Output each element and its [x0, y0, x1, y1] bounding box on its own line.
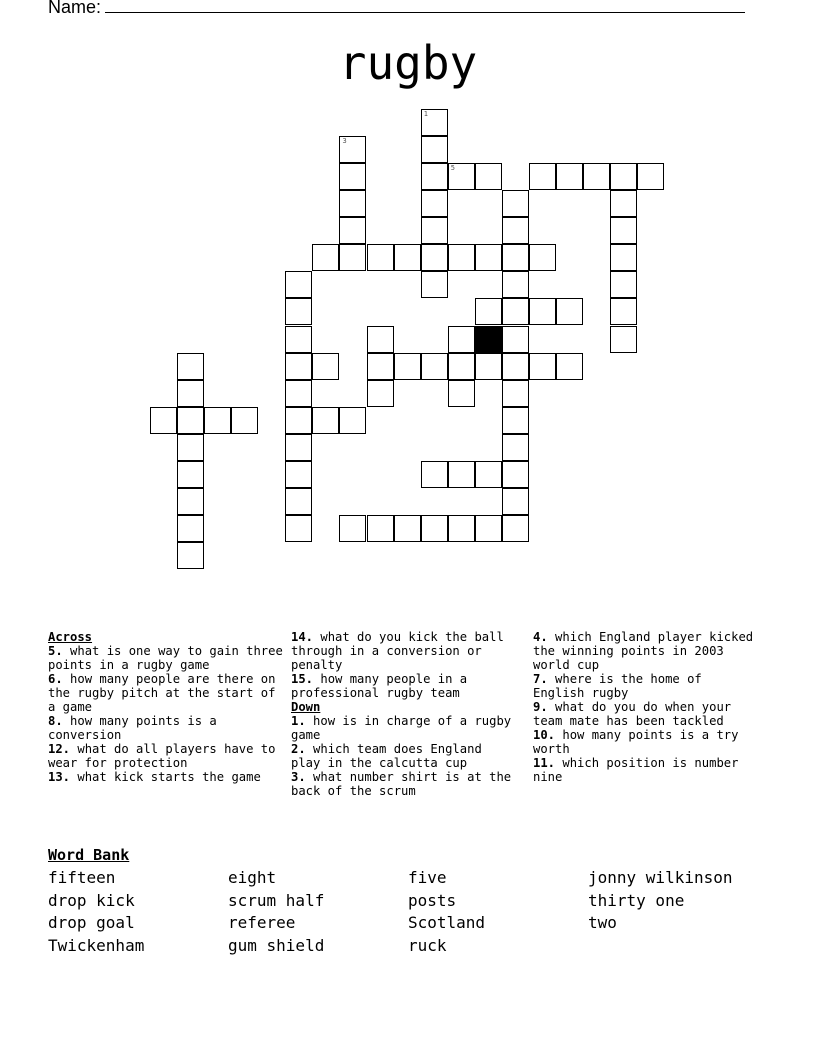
clue-column-3	[533, 630, 759, 784]
grid-cell[interactable]	[502, 515, 529, 542]
grid-cell[interactable]	[421, 217, 448, 244]
clue-across-15: 15. how many people in a professional rugby team	[291, 672, 468, 700]
grid-cell[interactable]	[502, 353, 529, 380]
clue-across-13: 13. what kick starts the game	[48, 770, 261, 784]
grid-cell[interactable]	[610, 298, 637, 325]
grid-cell[interactable]	[367, 380, 394, 407]
grid-cell[interactable]	[177, 353, 204, 380]
grid-cell[interactable]	[502, 407, 529, 434]
grid-cell[interactable]	[231, 407, 258, 434]
clue-column-2	[291, 630, 517, 798]
grid-cell[interactable]	[339, 136, 366, 163]
grid-cell[interactable]	[610, 271, 637, 298]
grid-cell[interactable]	[610, 244, 637, 271]
word-bank	[48, 868, 788, 957]
grid-cell[interactable]	[285, 434, 312, 461]
grid-cell[interactable]	[177, 515, 204, 542]
grid-cell[interactable]	[285, 488, 312, 515]
grid-cell[interactable]	[367, 353, 394, 380]
grid-cell[interactable]	[475, 244, 502, 271]
grid-cell[interactable]	[150, 407, 177, 434]
word-bank-item: drop kick	[48, 890, 135, 910]
word-bank-item: scrum half	[228, 890, 325, 910]
word-bank-item: five	[408, 868, 447, 887]
word-bank-item: ruck	[408, 936, 447, 956]
clue-number: 5	[450, 164, 455, 173]
grid-cell[interactable]	[177, 407, 204, 434]
grid-cell[interactable]	[339, 163, 366, 190]
word-bank-item: posts	[408, 890, 457, 910]
word-bank-item: Twickenham	[48, 936, 145, 956]
grid-cell[interactable]	[339, 190, 366, 217]
grid-cell[interactable]	[285, 271, 312, 298]
grid-cell[interactable]	[502, 434, 529, 461]
grid-cell[interactable]	[394, 244, 421, 271]
grid-cell[interactable]	[502, 488, 529, 515]
grid-cell[interactable]	[610, 163, 637, 190]
grid-cell[interactable]	[421, 461, 448, 488]
clue-across-8: 8. how many points is a conversion	[48, 714, 217, 742]
grid-cell[interactable]	[339, 515, 366, 542]
grid-cell[interactable]	[610, 326, 637, 353]
grid-cell[interactable]	[556, 298, 583, 325]
across-header: Across	[48, 630, 93, 644]
word-bank-title: Word Bank	[48, 846, 130, 864]
grid-cell[interactable]	[448, 163, 475, 190]
grid-cell[interactable]	[583, 163, 610, 190]
grid-cell[interactable]	[502, 298, 529, 325]
grid-cell[interactable]	[285, 407, 312, 434]
grid-cell[interactable]	[339, 244, 366, 271]
grid-cell[interactable]	[421, 109, 448, 136]
grid-cell[interactable]	[502, 380, 529, 407]
grid-cell[interactable]	[448, 461, 475, 488]
grid-cell[interactable]	[448, 380, 475, 407]
grid-cell[interactable]	[285, 380, 312, 407]
grid-cell[interactable]	[339, 217, 366, 244]
grid-cell[interactable]	[610, 217, 637, 244]
word-bank-item: eight	[228, 868, 277, 887]
word-bank-item: jonny wilkinson	[588, 868, 733, 887]
grid-cell[interactable]	[285, 461, 312, 488]
grid-cell[interactable]	[448, 515, 475, 542]
grid-cell[interactable]	[475, 515, 502, 542]
grid-cell[interactable]	[529, 353, 556, 380]
grid-cell[interactable]	[502, 326, 529, 353]
grid-cell[interactable]	[421, 515, 448, 542]
word-bank-item: Scotland	[408, 913, 486, 933]
grid-cell[interactable]	[312, 407, 339, 434]
grid-cell[interactable]	[285, 298, 312, 325]
grid-block	[475, 326, 502, 353]
grid-cell[interactable]	[367, 515, 394, 542]
grid-cell[interactable]	[204, 407, 231, 434]
down-header: Down	[291, 700, 321, 714]
clue-across-5: 5. what is one way to gain three points in a rugby game	[48, 644, 283, 672]
grid-cell[interactable]	[556, 353, 583, 380]
clue-down-7: 7. where is the home of English rugby	[533, 672, 702, 700]
grid-cell[interactable]	[502, 190, 529, 217]
grid-cell[interactable]	[421, 244, 448, 271]
grid-cell[interactable]	[502, 271, 529, 298]
grid-cell[interactable]	[529, 244, 556, 271]
grid-cell[interactable]	[394, 353, 421, 380]
clue-across-6: 6. how many people are there on the rugby pitch at the start of a game	[48, 672, 276, 714]
clue-number: 3	[342, 137, 347, 146]
clue-down-11: 11. which position is number nine	[533, 756, 739, 784]
grid-cell[interactable]	[421, 163, 448, 190]
clue-across-12: 12. what do all players have to wear for protection	[48, 742, 276, 770]
word-bank-item: drop goal	[48, 913, 135, 933]
clue-down-9: 9. what do you do when your team mate has been tackled	[533, 700, 732, 728]
grid-cell[interactable]	[448, 326, 475, 353]
grid-cell[interactable]	[285, 326, 312, 353]
grid-cell[interactable]	[529, 163, 556, 190]
word-bank-item: referee	[228, 913, 296, 933]
grid-cell[interactable]	[475, 353, 502, 380]
word-bank-item: gum shield	[228, 936, 325, 956]
grid-cell[interactable]	[475, 461, 502, 488]
grid-cell[interactable]	[177, 434, 204, 461]
grid-cell[interactable]	[502, 217, 529, 244]
clue-down-3: 3. what number shirt is at the back of the scrum	[291, 770, 512, 798]
grid-cell[interactable]	[312, 353, 339, 380]
grid-cell[interactable]	[610, 190, 637, 217]
grid-cell[interactable]	[177, 380, 204, 407]
grid-cell[interactable]	[475, 163, 502, 190]
grid-cell[interactable]	[448, 244, 475, 271]
grid-cell[interactable]	[421, 190, 448, 217]
grid-cell[interactable]	[367, 244, 394, 271]
grid-cell[interactable]	[529, 298, 556, 325]
grid-cell[interactable]	[556, 163, 583, 190]
clue-down-4: 4. which England player kicked the winning points in 2003 world cup	[533, 630, 754, 672]
clue-down-1: 1. how is in charge of a rugby game	[291, 714, 512, 742]
grid-cell[interactable]	[339, 407, 366, 434]
clue-down-2: 2. which team does England play in the calcutta cup	[291, 742, 482, 770]
grid-cell[interactable]	[448, 353, 475, 380]
grid-cell[interactable]	[367, 326, 394, 353]
grid-cell[interactable]	[637, 163, 664, 190]
clue-down-10: 10. how many points is a try worth	[533, 728, 739, 756]
grid-cell[interactable]	[285, 515, 312, 542]
grid-cell[interactable]	[502, 244, 529, 271]
grid-cell[interactable]	[421, 353, 448, 380]
grid-cell[interactable]	[177, 542, 204, 569]
grid-cell[interactable]	[177, 488, 204, 515]
grid-cell[interactable]	[421, 271, 448, 298]
grid-cell[interactable]	[285, 353, 312, 380]
word-bank-item: thirty one	[588, 890, 685, 910]
grid-cell[interactable]	[177, 461, 204, 488]
puzzle-title: rugby	[338, 36, 478, 90]
grid-cell[interactable]	[421, 136, 448, 163]
word-bank-item: two	[588, 913, 617, 933]
clue-column-1	[48, 630, 284, 784]
grid-cell[interactable]	[312, 244, 339, 271]
clue-across-14: 14. what do you kick the ball through in a conversion or penalty	[291, 630, 504, 672]
clue-number: 1	[423, 110, 428, 118]
word-bank-item: fifteen	[48, 868, 116, 887]
grid-cell[interactable]	[475, 298, 502, 325]
name-label: Name:	[48, 0, 102, 17]
grid-cell[interactable]	[394, 515, 421, 542]
grid-cell[interactable]	[502, 461, 529, 488]
